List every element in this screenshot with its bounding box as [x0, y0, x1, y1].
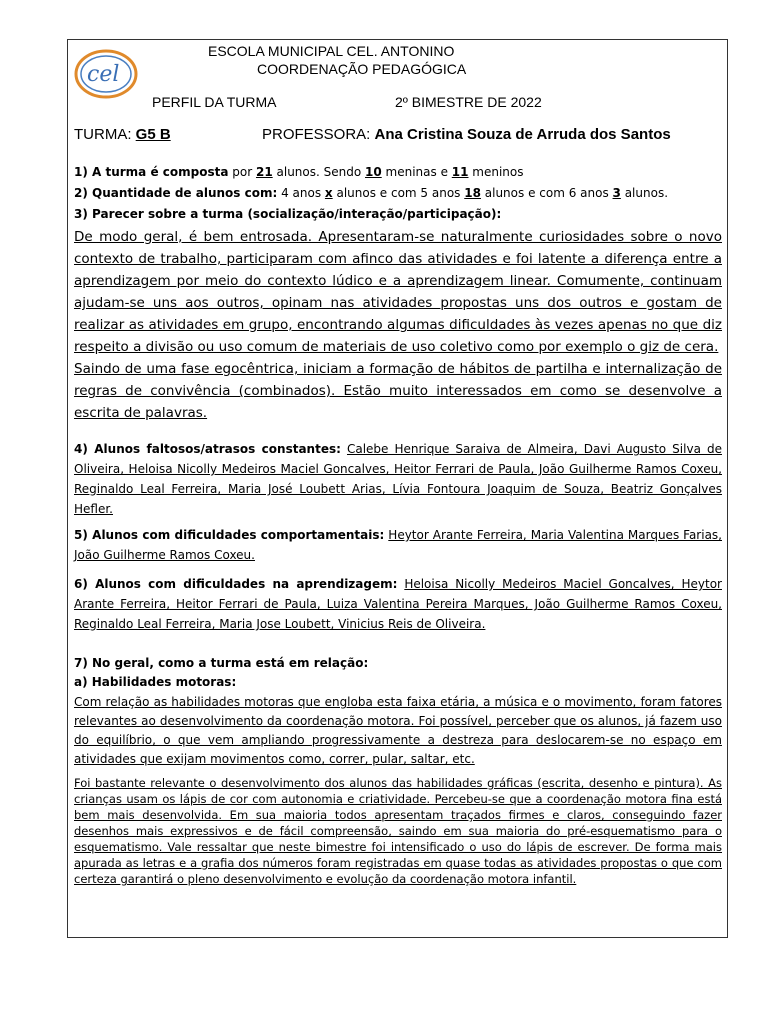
question-3-body-2: Saindo de uma fase egocêntrica, iniciam a formação de hábitos de partilha e internalização de regras de convivência (combinados). Estão muito interessados em como se desenvolve a escrita de palavras. — [74, 361, 722, 421]
question-4: 4) Alunos faltosos/atrasos constantes: Calebe Henrique Saraiva de Almeira, Davi Augusto Silva de Oliveira, Heloisa Nicolly Medeiros Maciel Goncalves, Heitor Ferrari de Paula, João Guilherme Ramos Coxeu, Reginaldo Leal Ferreira, Maria José Loubett Arias, Lívia Fontoura Joaquim de Souza, Beatriz Gonçalves Hefler. — [74, 442, 722, 516]
question-6: 6) Alunos com dificuldades na aprendizagem: Heloisa Nicolly Medeiros Maciel Goncalves, Heytor Arante Ferreira, Heitor Ferrari de Paula, Luiza Valentina Pereira Marques, João Guilherme Ramos Coxeu, Reginaldo Leal Ferreira, Maria Jose Loubett, Vinicius Reis de Oliveira. — [74, 577, 722, 631]
bimester-title: 2º BIMESTRE DE 2022 — [395, 94, 542, 110]
question-5: 5) Alunos com dificuldades comportamentais: Heytor Arante Ferreira, Maria Valentina Marques Farias, João Guilherme Ramos Coxeu. — [74, 528, 722, 562]
question-1: 1) A turma é composta por 21 alunos. Sendo 10 meninas e 11 meninos — [74, 165, 524, 179]
question-3-body: De modo geral, é bem entrosada. Apresentaram-se naturalmente curiosidades sobre o novo contexto de trabalho, participaram com afinco das atividades e foi latente a diferença entre a aprendizagem por meio do contexto lúdico e a aprendizagem linear. Comumente, continuam ajudam-se uns aos outros, opinam nas atividades propostas uns dos outros e gostam de realizar as atividades em grupo, encontrando algumas dificuldades às vezes apenas no que diz respeito a divisão ou uso comum de materiais de uso coletivo como por exemplo o giz de cera. — [74, 229, 722, 355]
professora-value: Ana Cristina Souza de Arruda dos Santos — [374, 126, 671, 143]
question-2: 2) Quantidade de alunos com: 4 anos x alunos e com 5 anos 18 alunos e com 6 anos 3 alunos. — [74, 186, 669, 200]
question-7-subtitle: a) Habilidades motoras: — [74, 675, 237, 689]
school-logo — [73, 48, 139, 100]
turma-value: G5 B — [135, 126, 171, 143]
coordination-title: COORDENAÇÃO PEDAGÓGICA — [257, 61, 467, 77]
question-3-title: 3) Parecer sobre a turma (socialização/interação/participação): — [74, 207, 502, 221]
logo-text: cel — [87, 62, 120, 87]
turma-label: TURMA: — [74, 126, 132, 143]
turma-row — [74, 127, 171, 143]
professora-row — [262, 127, 671, 143]
question-7-title: 7) No geral, como a turma está em relação: — [74, 656, 369, 670]
motor-skills-paragraph-1: Com relação as habilidades motoras que engloba esta faixa etária, a música e o movimento, foram fatores relevantes ao desenvolvimento da coordenação motora. Foi possível, perceber que os alunos, já fazem uso do equilíbrio, o que vem ampliando progressivamente a destreza para deslocarem-se no espaço em atividades que exijam movimentos como, correr, pular, saltar, etc. — [74, 695, 722, 766]
school-name: ESCOLA MUNICIPAL CEL. ANTONINO — [208, 43, 455, 59]
motor-skills-paragraph-2: Foi bastante relevante o desenvolvimento dos alunos das habilidades gráficas (escrita, desenho e pintura). As crianças usam os lápis de cor com autonomia e criatividade. Percebeu-se que a coordenação motora fina está bem mais desenvolvida. Em sua maioria todos apresentam traçados firmes e claros, conseguindo fazer desenhos mais expressivos e de fácil compreensão, saindo em sua maioria do pré-esquematismo para o esquematismo. Vale ressaltar que neste bimestre foi intensificado o uso do lápis de escrever. De forma mais apurada as letras e a grafia dos números foram registradas em quase todas as atividades propostas o que com certeza garantirá o pleno desenvolvimento e evolução da coordenação motora infantil. — [74, 776, 722, 886]
profile-title: PERFIL DA TURMA — [152, 94, 277, 110]
professora-label: PROFESSORA: — [262, 126, 371, 143]
